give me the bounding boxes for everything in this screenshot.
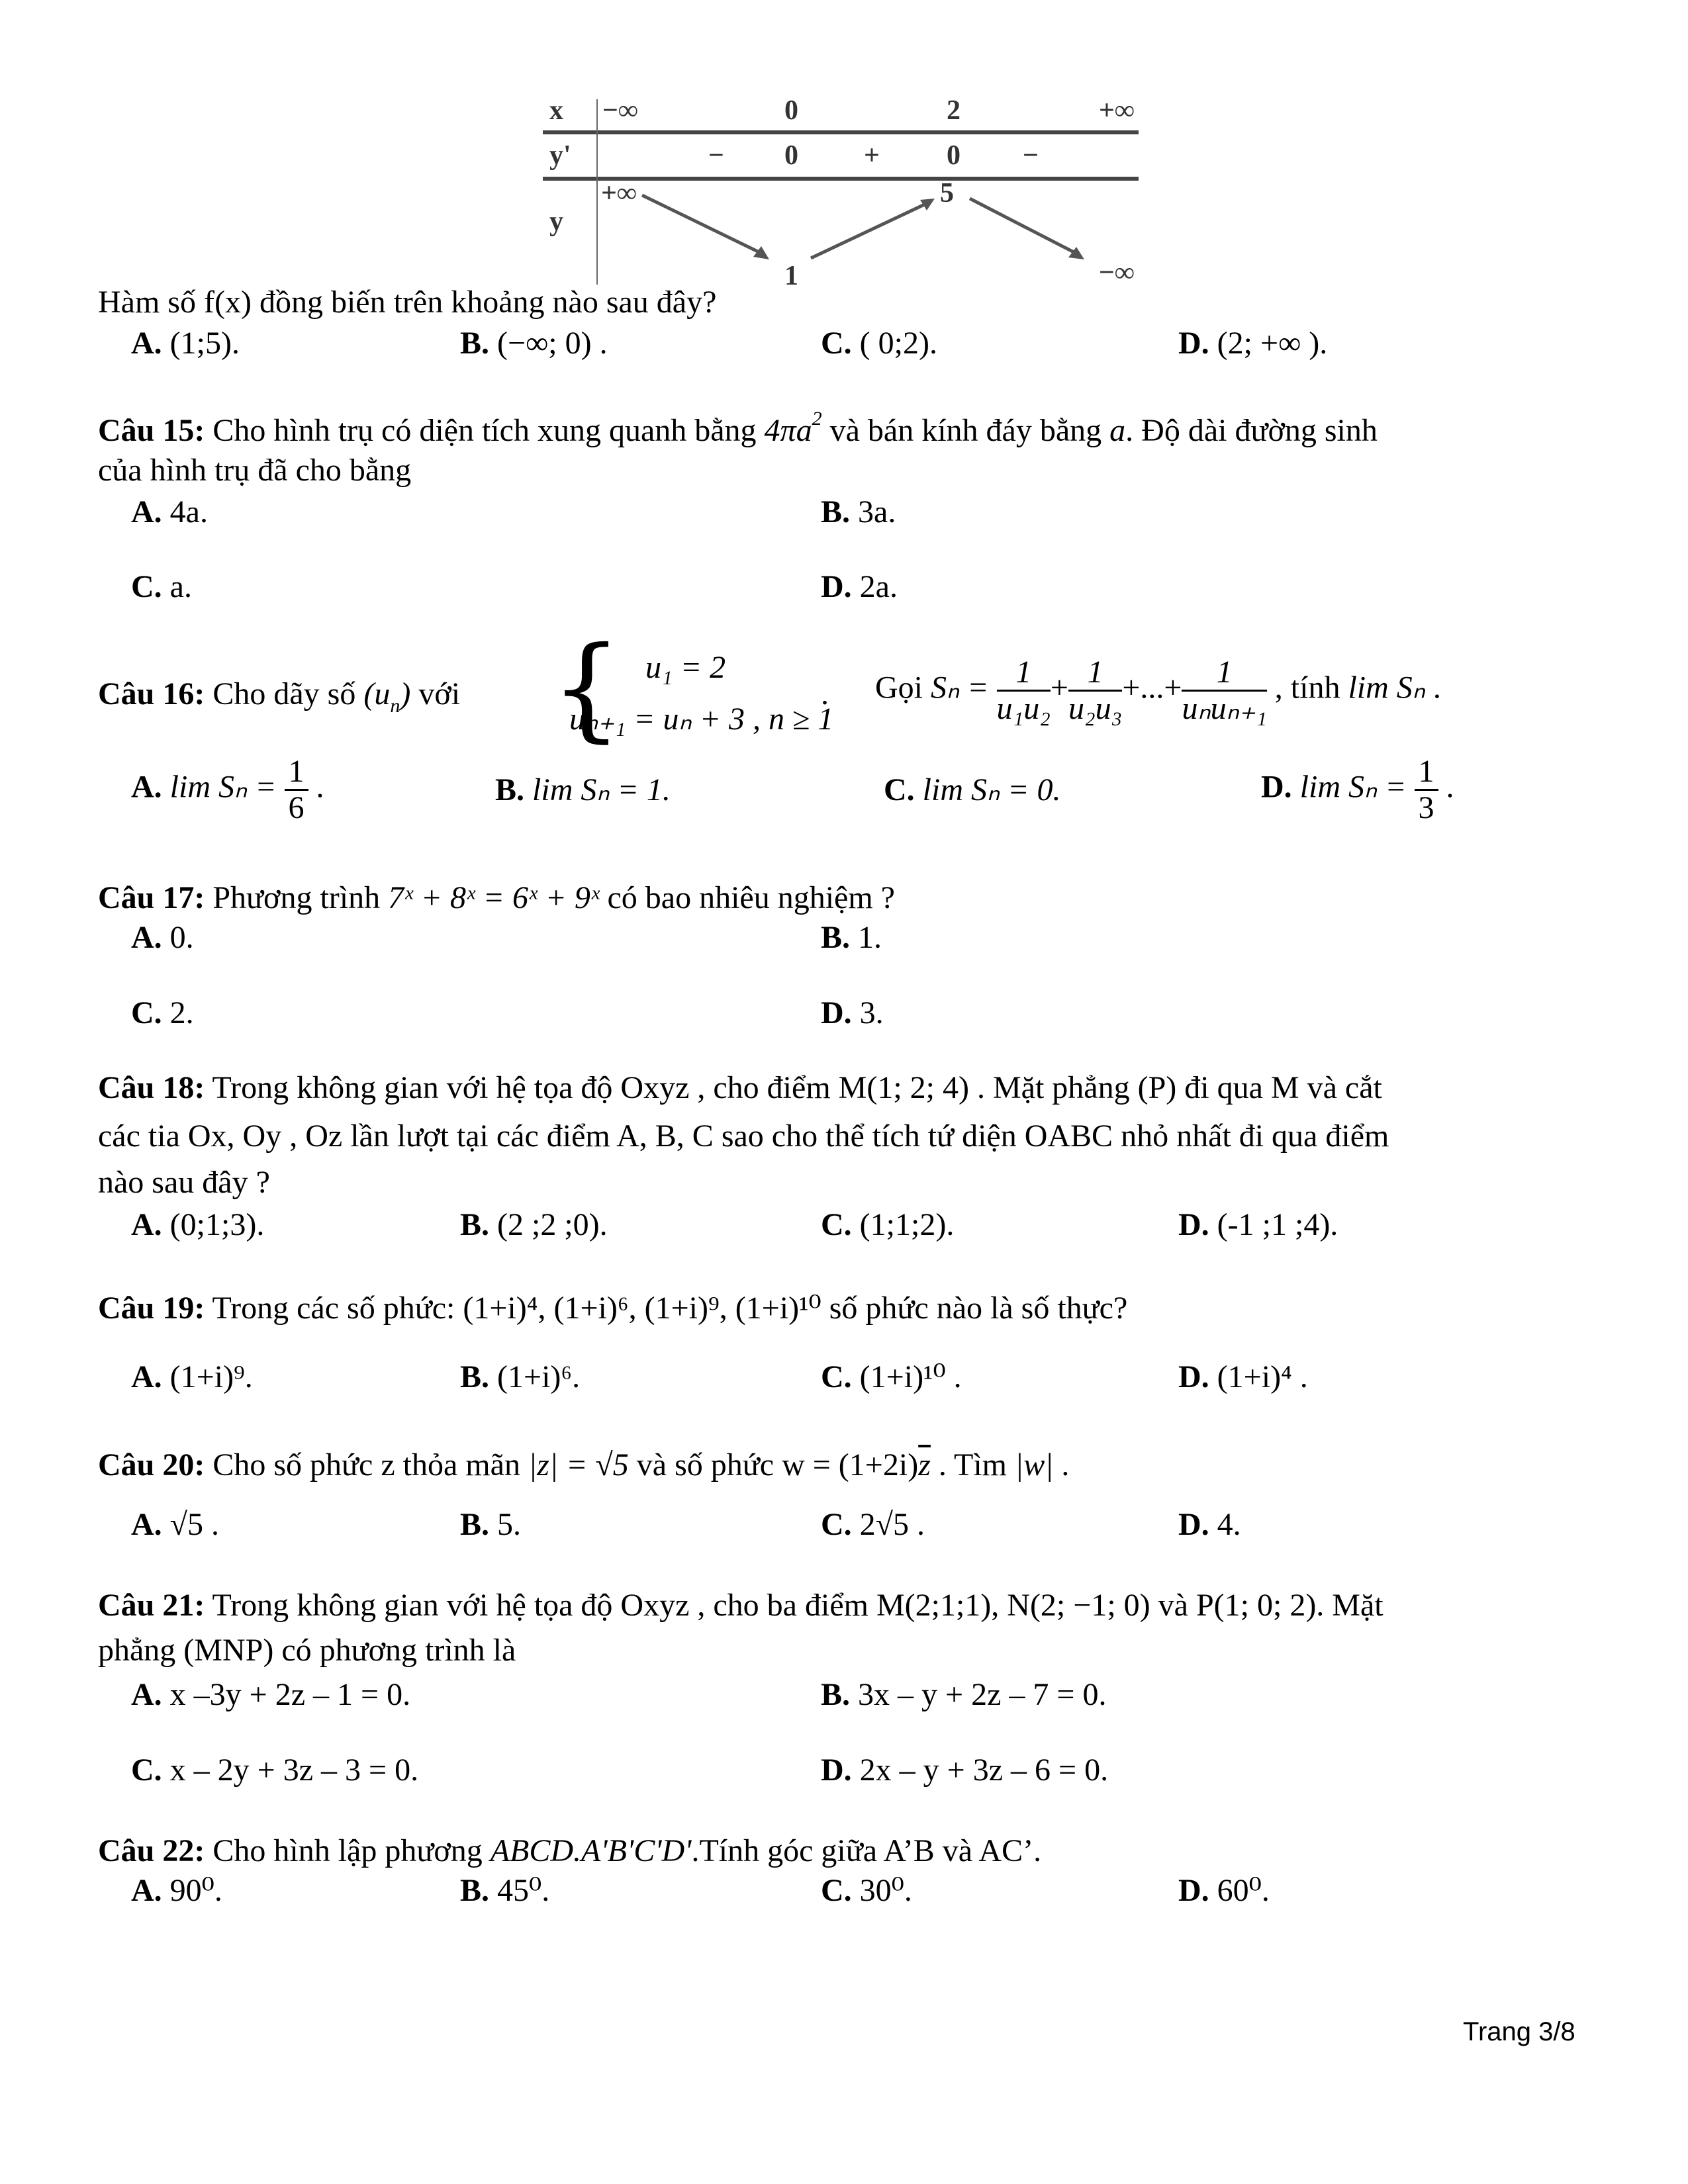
math-expression: $4\pi a^2$ xyxy=(764,408,822,448)
q16-stem-dot: . xyxy=(821,676,829,711)
q17-option-c: C. 2. xyxy=(131,995,194,1030)
q16-option-b: B. lim Sₙ = 1. xyxy=(495,772,671,807)
q18-option-d: D. (-1 ;1 ;4). xyxy=(1178,1207,1338,1242)
fraction: $\frac{1}{\text{u₂u₃}}$ xyxy=(1068,655,1123,726)
system-line-1: u₁ = 2 xyxy=(645,650,726,685)
variation-table xyxy=(530,93,1165,291)
fraction: $\frac{1}{3}$ xyxy=(1415,754,1438,825)
sign: 0 xyxy=(784,140,798,171)
conjugate-z: $\overline{z}$ xyxy=(918,1447,931,1482)
row-label-dy: y' xyxy=(549,140,571,171)
q18-stem-line2: các tia Ox, Oy , Oz lần lượt tại các điểm A, B, C sao cho thể tích tứ diện OABC nhỏ nhất đi qua điểm xyxy=(98,1118,1389,1154)
q19-stem: Câu 19: Trong các số phức: (1+i)⁴, (1+i)⁶, (1+i)⁹, (1+i)¹⁰ số phức nào là số thực? xyxy=(98,1291,1128,1326)
complex-list: (1+i)⁴, (1+i)⁶, (1+i)⁹, (1+i)¹⁰ xyxy=(463,1291,821,1326)
q18-stem-line1: Câu 18: Trong không gian với hệ tọa độ Oxyz , cho điểm M(1; 2; 4) . Mặt phẳng (P) đi qua M và cắt xyxy=(98,1070,1382,1105)
option-text: (2; +∞ ). xyxy=(1217,326,1328,361)
fraction: $\frac{1}{\text{u₁u₂}}$ xyxy=(996,655,1051,726)
sign: 0 xyxy=(947,140,961,171)
stem-text: Cho hình trụ có diện tích xung quanh bằng xyxy=(212,413,757,448)
q19-option-a: A. (1+i)⁹. xyxy=(131,1359,253,1394)
q15-option-b: B. 3a. xyxy=(821,494,896,529)
stem-text: . Độ dài đường sinh xyxy=(1125,413,1378,448)
increase-arrow xyxy=(811,202,930,258)
q14-option-c xyxy=(821,324,937,363)
fraction: $\frac{1}{6}$ xyxy=(285,754,308,825)
q15-stem-line2: của hình trụ đã cho bằng xyxy=(98,453,412,488)
q21-stem-line1: Câu 21: Trong không gian với hệ tọa độ Oxyz , cho ba điểm M(2;1;1), N(2; −1; 0) và P(1; 0; 2). Mặt xyxy=(98,1588,1383,1623)
equation: 7ˣ + 8ˣ = 6ˣ + 9ˣ xyxy=(388,880,600,915)
system-brace: { xyxy=(551,623,623,754)
q15-option-d: D. 2a. xyxy=(821,569,898,604)
q16-stem-start: Câu 16: Cho dãy số $(u_n)$ với xyxy=(98,676,461,717)
x-value: 0 xyxy=(784,95,798,126)
option-text: (−∞; 0) . xyxy=(497,326,608,361)
x-value: −∞ xyxy=(602,95,638,126)
option-text: (1;5). xyxy=(169,326,240,361)
option-label: C. xyxy=(821,326,852,361)
sign: − xyxy=(708,140,724,171)
q21-option-d: D. 2x – y + 3z – 6 = 0. xyxy=(821,1752,1109,1788)
question-label: Câu 15: xyxy=(98,413,205,448)
y-value: +∞ xyxy=(601,178,637,208)
q17-option-a: A. 0. xyxy=(131,920,194,955)
sequence-symbol: $(u_n)$ xyxy=(363,676,411,717)
q16-option-a: A. lim Sₙ = $\frac{1}{6}$ . xyxy=(131,754,324,825)
q18-option-a: A. (0;1;3). xyxy=(131,1207,265,1242)
q22-option-c: C. 30⁰. xyxy=(821,1873,912,1908)
q14-option-b xyxy=(460,324,608,363)
q20-option-b: B. 5. xyxy=(460,1507,522,1542)
stem-text: và bán kính đáy bằng xyxy=(829,413,1102,448)
q21-stem-line2: phẳng (MNP) có phương trình là xyxy=(98,1633,516,1668)
math-expression: a xyxy=(1109,413,1126,448)
modulus-condition: |z| = √5 xyxy=(528,1447,629,1482)
x-value: 2 xyxy=(947,95,961,126)
cube-name: ABCD.A'B'C'D' xyxy=(490,1833,692,1868)
q21-option-a: A. x –3y + 2z – 1 = 0. xyxy=(131,1677,411,1712)
q20-stem: Câu 20: Cho số phức z thỏa mãn |z| = √5 và số phức $w = (1+2i)\overline{z}$ . Tìm |w| . xyxy=(98,1447,1070,1482)
y-value: −∞ xyxy=(1099,257,1135,288)
q18-stem-line3: nào sau đây ? xyxy=(98,1165,270,1200)
q15-option-a: A. 4a. xyxy=(131,494,208,529)
q16-sum-definition: Gọi Sₙ = $\frac{1}{\text{u₁u₂}}$ + $\frac{1}{\text{u₂u₃}}$ +...+ $\frac{1}{\text{uₙuₙ₊₁}}$ , tính lim Sₙ . xyxy=(875,655,1441,726)
q19-option-b: B. (1+i)⁶. xyxy=(460,1359,581,1394)
decrease-arrow xyxy=(970,199,1079,255)
question-label: Câu 16: xyxy=(98,676,205,711)
q16-option-c: C. lim Sₙ = 0. xyxy=(884,772,1061,807)
option-label: A. xyxy=(131,326,162,361)
row-label-x: x xyxy=(549,95,563,126)
y-value: 5 xyxy=(940,178,954,208)
q17-option-b: B. 1. xyxy=(821,920,882,955)
option-text: ( 0;2). xyxy=(859,326,937,361)
decrease-arrow xyxy=(642,195,765,255)
system-line-2: uₙ₊₁ = uₙ + 3 , n ≥ 1 xyxy=(569,702,834,737)
arrow-head xyxy=(753,246,769,259)
q21-option-c: C. x – 2y + 3z – 3 = 0. xyxy=(131,1752,419,1788)
q18-option-b: B. (2 ;2 ;0). xyxy=(460,1207,608,1242)
q14-stem: Hàm số f(x) đồng biến trên khoảng nào sau đây? xyxy=(98,285,717,320)
q15-option-c: C. a. xyxy=(131,569,192,604)
q18-option-c: C. (1;1;2). xyxy=(821,1207,955,1242)
fraction: $\frac{1}{\text{uₙuₙ₊₁}}$ xyxy=(1182,655,1267,726)
q20-option-c: C. 2√5 . xyxy=(821,1507,925,1542)
q15-stem-line1 xyxy=(98,408,1378,450)
q16-option-d: D. lim Sₙ = $\frac{1}{3}$ . xyxy=(1261,754,1454,825)
row-label-y: y xyxy=(549,206,563,237)
q19-option-c: C. (1+i)¹⁰ . xyxy=(821,1359,962,1394)
sign: − xyxy=(1023,140,1039,171)
q17-option-d: D. 3. xyxy=(821,995,884,1030)
q22-stem: Câu 22: Cho hình lập phương ABCD.A'B'C'D'.Tính góc giữa A’B và AC’. xyxy=(98,1833,1042,1868)
q19-option-d: D. (1+i)⁴ . xyxy=(1178,1359,1308,1394)
q21-option-b: B. 3x – y + 2z – 7 = 0. xyxy=(821,1677,1107,1712)
option-label: B. xyxy=(460,326,490,361)
q14-option-d xyxy=(1178,324,1327,363)
option-label: D. xyxy=(1178,326,1209,361)
q17-stem: Câu 17: Phương trình 7ˣ + 8ˣ = 6ˣ + 9ˣ có bao nhiêu nghiệm ? xyxy=(98,880,895,915)
q20-option-d: D. 4. xyxy=(1178,1507,1241,1542)
q20-option-a: A. √5 . xyxy=(131,1507,220,1542)
q22-option-d: D. 60⁰. xyxy=(1178,1873,1270,1908)
sign: + xyxy=(864,140,880,171)
page-number: Trang 3/8 xyxy=(1463,2017,1575,2046)
q22-option-b: B. 45⁰. xyxy=(460,1873,550,1908)
q14-option-a xyxy=(131,324,240,363)
x-value: +∞ xyxy=(1099,95,1135,126)
y-value: 1 xyxy=(784,261,798,291)
q22-option-a: A. 90⁰. xyxy=(131,1873,222,1908)
